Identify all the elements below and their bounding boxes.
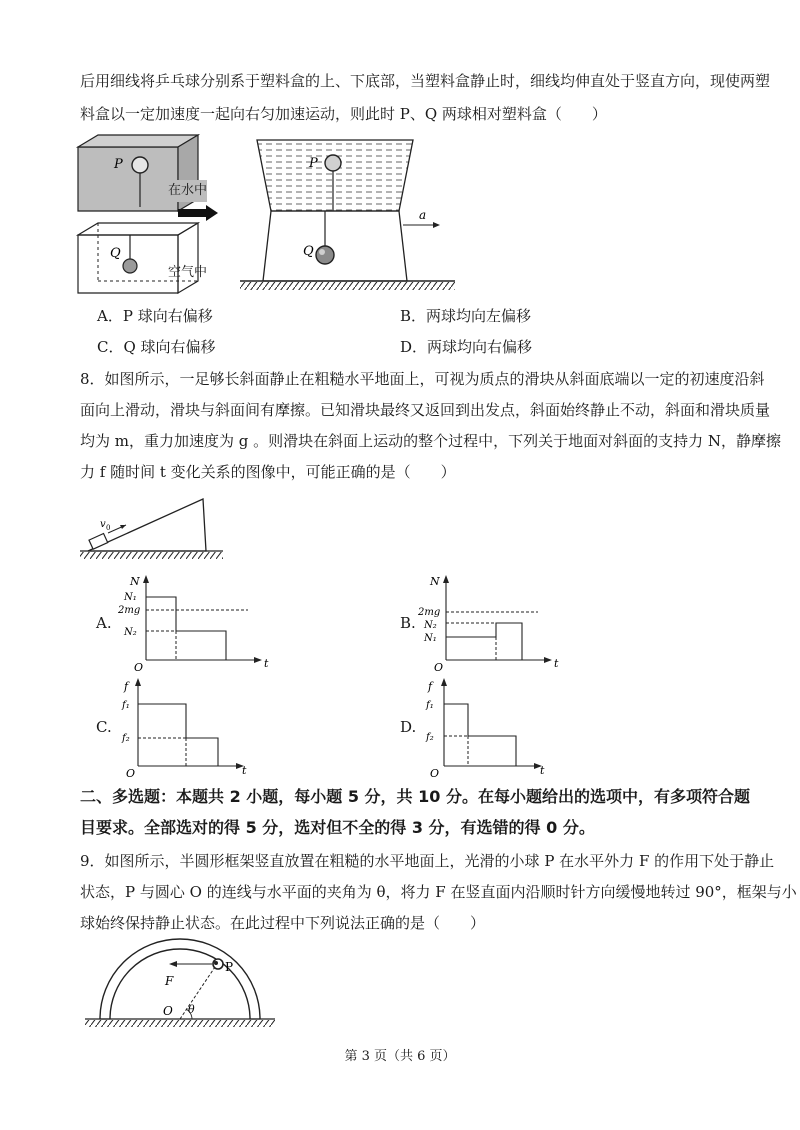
section2-heading-line1: 二、多选题：本题共 2 小题，每小题 5 分，共 10 分。在每小题给出的选项中，有多项符合题: [80, 787, 750, 806]
q8-graph-d[interactable]: [418, 678, 568, 778]
q8-graph-d-xlabel: t: [540, 764, 545, 777]
q8-graph-b-xlabel: t: [554, 657, 559, 670]
section2-heading-line2: 目要求。全部选对的得 5 分，选对但不全的得 3 分，有选错的得 0 分。: [80, 818, 595, 837]
q8-option-c-label[interactable]: C.: [96, 718, 112, 736]
q8-text-line3: 均为 m，重力加速度为 g 。则滑块在斜面上运动的整个过程中，下列关于地面对斜面的支持力 N，静摩擦: [80, 432, 782, 450]
q7-option-b[interactable]: B．两球均向左偏移: [400, 307, 532, 325]
q7-option-c[interactable]: C．Q 球向右偏移: [97, 338, 216, 356]
q8-graph-a-origin: O: [134, 661, 144, 674]
right-arrow-icon: [178, 205, 218, 221]
q8-graph-c-xlabel: t: [242, 764, 247, 777]
q8-graph-d-label-f2: f₂: [426, 732, 434, 743]
q8-graph-d-label-f1: f₁: [426, 700, 434, 711]
q8-option-d-label[interactable]: D.: [400, 718, 417, 736]
q8-graph-c-label-f1: f₁: [122, 700, 130, 711]
q8-option-a-label[interactable]: A.: [96, 614, 112, 632]
q8-text-line2: 面向上滑动，滑块与斜面间有摩擦。已知滑块最终又返回到出发点，斜面始终静止不动，斜面和滑块质量: [80, 401, 771, 419]
q8-graph-a-xlabel: t: [264, 657, 269, 670]
q8-v0-label: v: [100, 519, 106, 530]
q9-text-line2: 状态，P 与圆心 O 的连线与水平面的夹角为 θ，将力 F 在竖直面内沿顺时针方向缓慢地转过 90°，框架与小: [80, 883, 797, 901]
q9-o-label: O: [163, 1004, 173, 1018]
q9-f-label: F: [165, 974, 174, 988]
q8-graph-a[interactable]: [118, 575, 269, 674]
q8-graph-b-label-2mg: 2mg: [418, 607, 441, 618]
q7-in-air-label: 空气中: [168, 265, 208, 280]
q8-v0-subscript: 0: [106, 524, 111, 532]
q8-graph-d-ylabel: f: [428, 680, 433, 693]
q7-text-line2: 料盒以一定加速度一起向右匀加速运动，则此时 P、Q 两球相对塑料盒（ ）: [80, 105, 607, 123]
q8-text-line4: 力 f 随时间 t 变化关系的图像中，可能正确的是（ ）: [80, 463, 456, 481]
q8-graph-a-ylabel: N: [130, 575, 140, 588]
q8-graph-c-label-f2: f₂: [122, 733, 130, 744]
q8-graph-b[interactable]: [418, 575, 568, 674]
q8-graph-c[interactable]: [118, 678, 268, 778]
q7-container-q-label: Q: [303, 244, 314, 259]
q8-graph-d-origin: O: [430, 767, 440, 780]
q7-accel-label: a: [419, 208, 427, 222]
q7-container-p-label: P: [309, 156, 318, 171]
q7-option-a[interactable]: A．P 球向右偏移: [97, 307, 213, 325]
q8-incline-figure: [78, 495, 228, 560]
q8-graph-a-label-n2: N₂: [124, 627, 137, 638]
q8-graph-b-ylabel: N: [430, 575, 440, 588]
q9-text-line1: 9．如图所示，半圆形框架竖直放置在粗糙的水平地面上，光滑的小球 P 在水平外力 F 的作用下处于静止: [80, 852, 775, 870]
q9-semicircle-figure: [85, 945, 275, 1040]
q8-option-b-label[interactable]: B.: [400, 614, 416, 632]
q9-text-line3: 球始终保持静止状态。在此过程中下列说法正确的是（ ）: [80, 914, 486, 932]
q7-text-line1: 后用细线将乒乓球分别系于塑料盒的上、下底部，当塑料盒静止时，细线均伸直处于竖直方向，现使两塑: [80, 72, 771, 90]
q7-option-d[interactable]: D．两球均向右偏移: [400, 338, 533, 356]
q8-graph-b-label-n1: N₁: [424, 633, 437, 644]
q8-graph-c-ylabel: f: [124, 680, 129, 693]
q8-graph-b-label-n2: N₂: [424, 620, 437, 631]
q8-graph-c-origin: O: [126, 767, 136, 780]
q7-box-q-label: Q: [110, 246, 121, 261]
q8-graph-b-origin: O: [434, 661, 444, 674]
q8-graph-a-label-2mg: 2mg: [118, 605, 141, 616]
q8-text-line1: 8．如图所示，一足够长斜面静止在粗糙水平地面上，可视为质点的滑块从斜面底端以一定的初速度沿斜: [80, 370, 765, 388]
q9-theta-label: θ: [188, 1003, 195, 1016]
q7-in-water-label: 在水中: [168, 180, 207, 202]
q7-container-figure: [235, 135, 475, 295]
q9-p-label: P: [225, 960, 234, 974]
page-footer: 第 3 页（共 6 页）: [344, 1049, 456, 1064]
q7-box-p-label: P: [114, 157, 123, 172]
q8-graph-a-label-n1: N₁: [124, 592, 137, 603]
